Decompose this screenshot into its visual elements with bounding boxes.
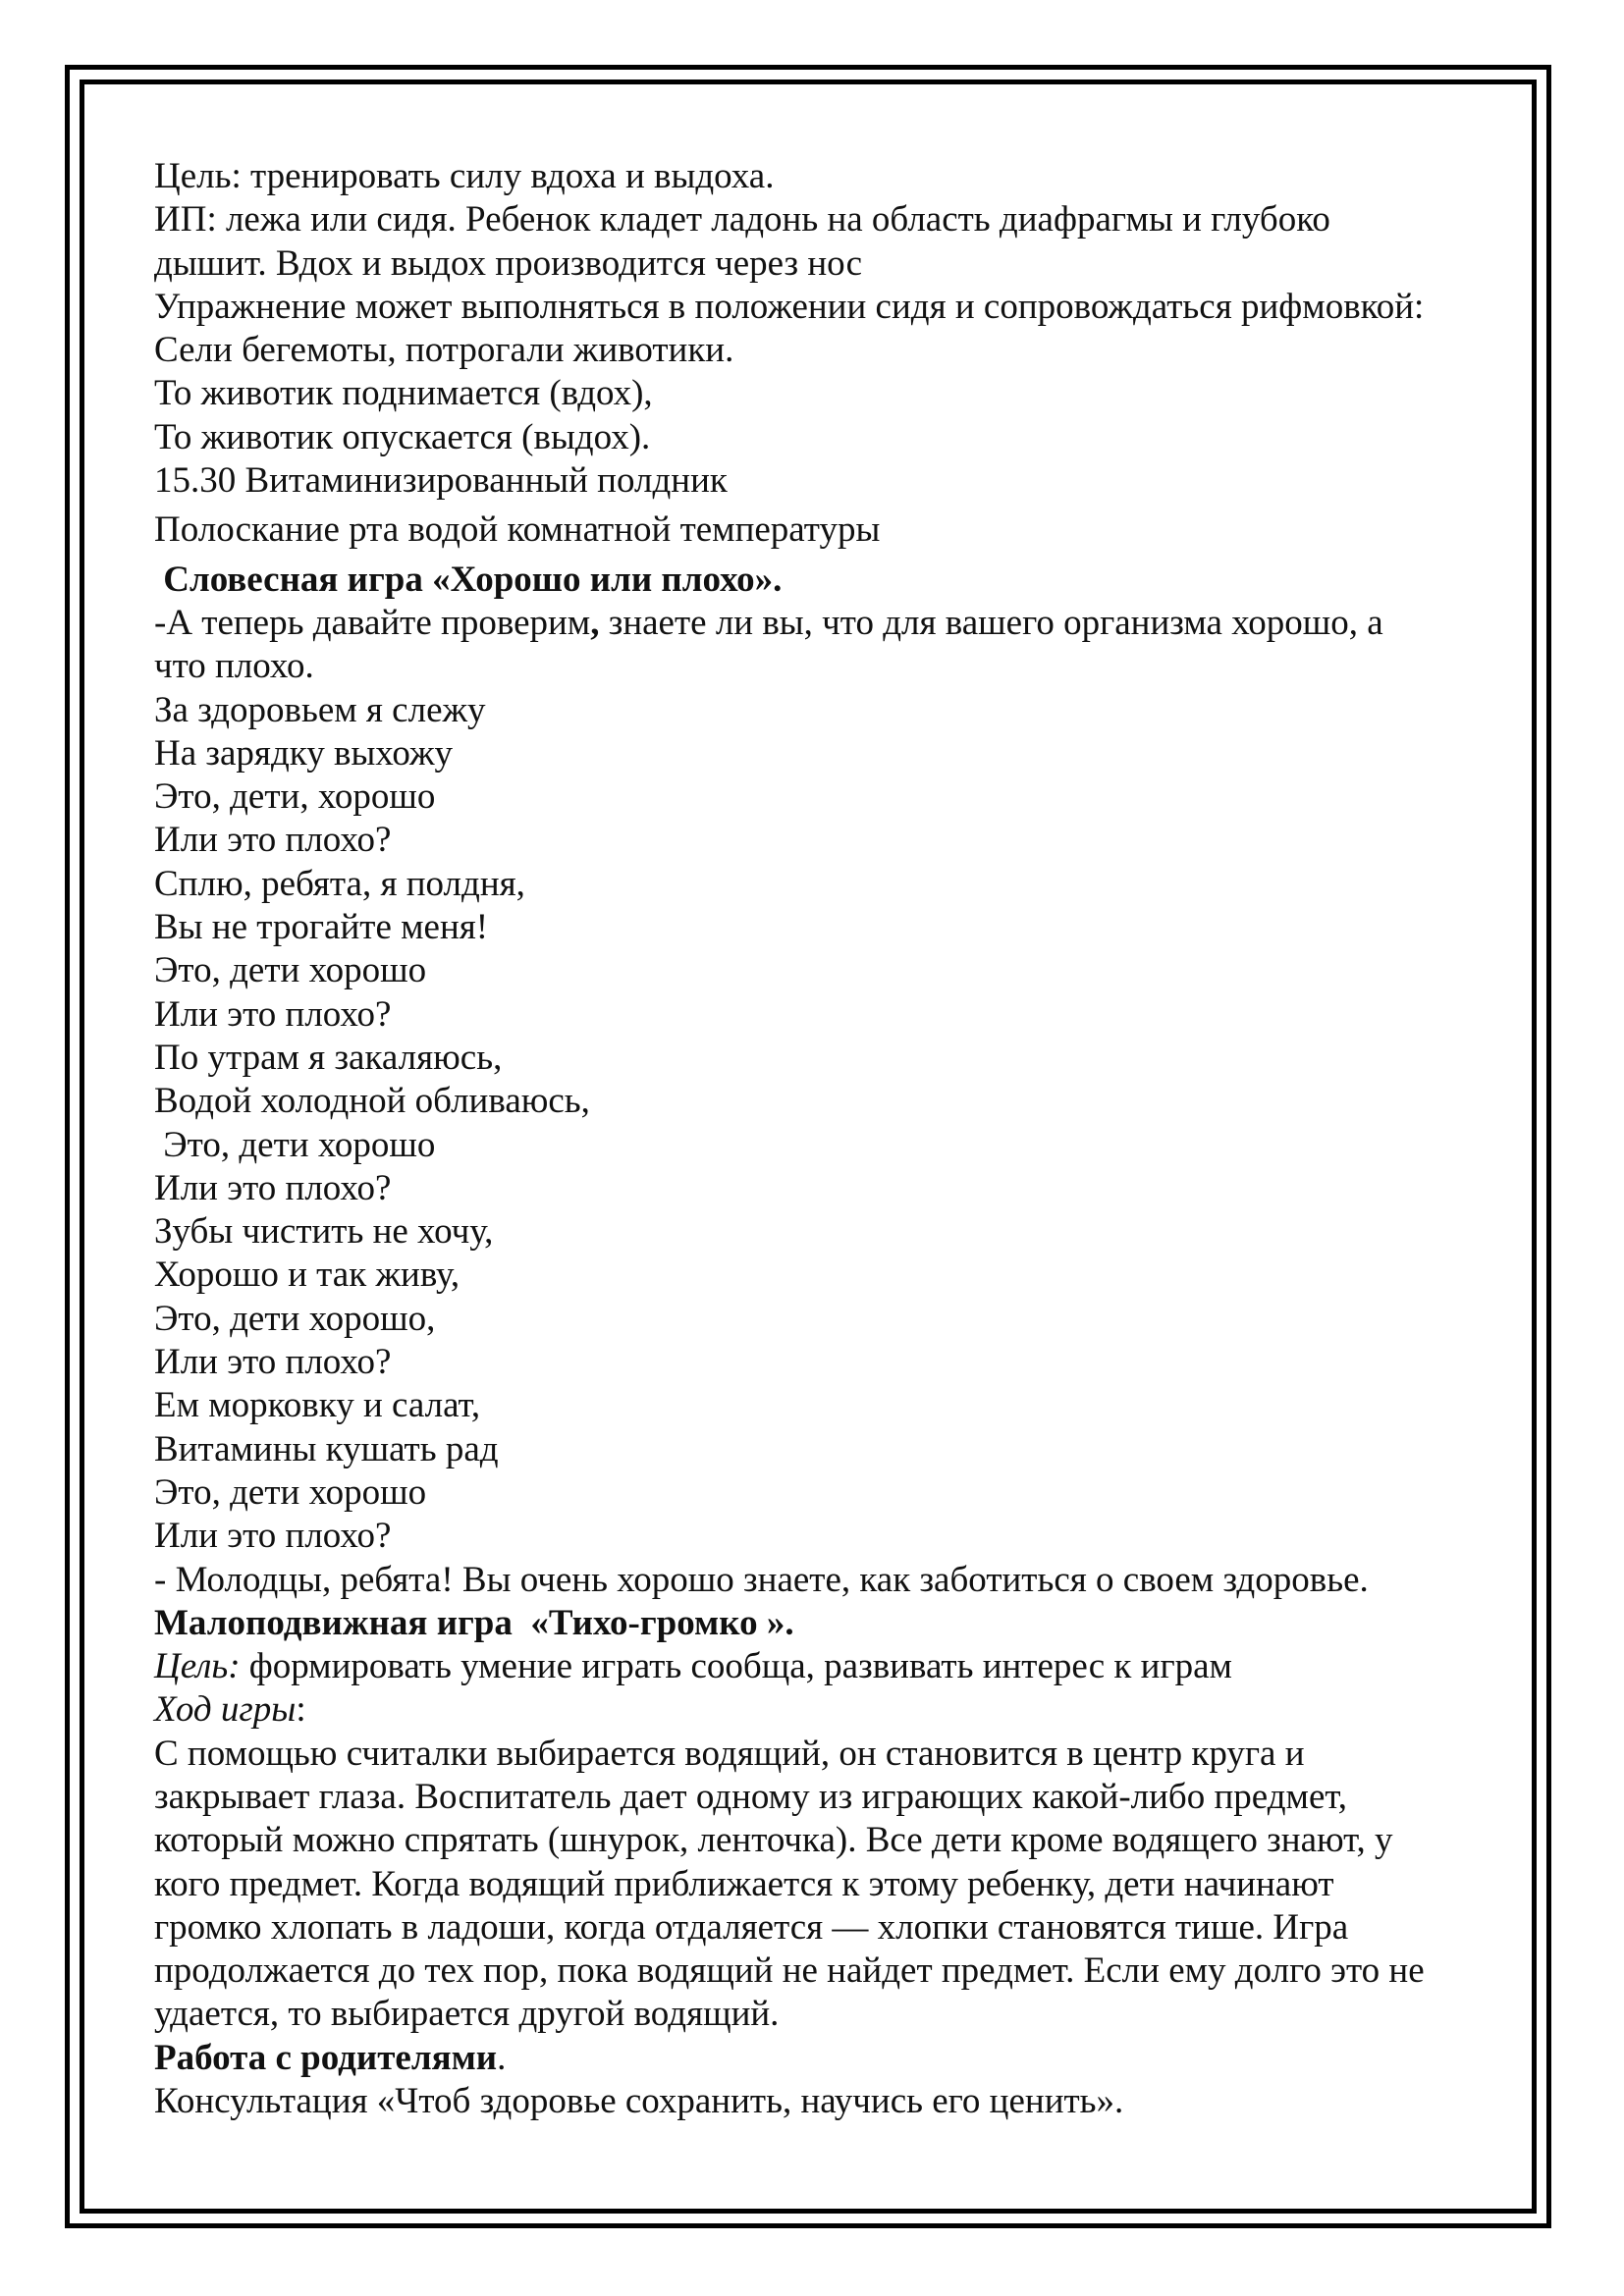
text-segment: что плохо. — [154, 646, 314, 687]
text-line — [154, 1167, 1509, 1210]
text-line — [154, 1515, 1509, 1558]
text-line — [154, 1949, 1509, 1993]
text-line — [154, 1254, 1509, 1297]
document-body — [154, 155, 1509, 2123]
text-line — [154, 775, 1509, 819]
text-segment: Это, дети хорошо — [154, 950, 427, 991]
text-segment: Водой холодной обливаюсь, — [154, 1081, 590, 1122]
text-segment: Малоподвижная игра «Тихо-громко ». — [154, 1602, 794, 1643]
text-segment: : — [296, 1689, 306, 1731]
text-segment: То животик опускается (выдох). — [154, 416, 651, 457]
text-segment: знаете ли вы, что для вашего организма хорошо, а — [599, 602, 1383, 643]
text-line — [154, 1080, 1509, 1123]
text-segment: Или это плохо? — [154, 1342, 392, 1383]
text-line — [154, 1993, 1509, 2036]
text-segment: Сели бегемоты, потрогали животики. — [154, 330, 734, 371]
text-line — [154, 1688, 1509, 1732]
text-line — [154, 1298, 1509, 1341]
text-line — [154, 1602, 1509, 1645]
text-line — [154, 1341, 1509, 1384]
text-segment: Вы не трогайте меня! — [154, 907, 489, 948]
text-line — [154, 1124, 1509, 1167]
text-segment: Словесная игра «Хорошо или плохо». — [154, 559, 783, 600]
text-segment: громко хлопать в ладоши, когда отдаляется — хлопки становятся тише. Игра — [154, 1906, 1349, 1948]
text-segment: . — [497, 2037, 507, 2078]
text-line — [154, 1863, 1509, 1906]
text-segment: Полоскание рта водой комнатной температуры — [154, 509, 881, 551]
text-line — [154, 645, 1509, 688]
text-line — [154, 906, 1509, 949]
text-segment: Зубы чистить не хочу, — [154, 1211, 494, 1253]
text-line — [154, 993, 1509, 1037]
text-segment: Это, дети хорошо — [154, 1124, 436, 1165]
text-segment: Это, дети, хорошо — [154, 776, 436, 818]
text-segment: удается, то выбирается другой водящий. — [154, 1994, 780, 2035]
text-segment: Это, дети хорошо — [154, 1471, 427, 1513]
text-line — [154, 602, 1509, 645]
text-line — [154, 242, 1509, 286]
text-segment: Консультация «Чтоб здоровье сохранить, научись его ценить». — [154, 2081, 1124, 2122]
text-line — [154, 416, 1509, 459]
text-line — [154, 1471, 1509, 1515]
text-line — [154, 459, 1509, 503]
text-segment: Цель: — [154, 1646, 241, 1687]
text-line — [154, 1210, 1509, 1254]
text-segment: По утрам я закаляюсь, — [154, 1037, 503, 1078]
text-line — [154, 732, 1509, 775]
text-segment: Или это плохо? — [154, 820, 392, 861]
text-line — [154, 2080, 1509, 2123]
text-line — [154, 863, 1509, 906]
text-segment: Или это плохо? — [154, 993, 392, 1035]
text-segment: Или это плохо? — [154, 1167, 392, 1208]
text-segment: 15.30 Витаминизированный полдник — [154, 460, 728, 502]
text-line — [154, 819, 1509, 862]
text-segment: Это, дети хорошо, — [154, 1298, 436, 1339]
text-segment: продолжается до тех пор, пока водящий не найдет предмет. Если ему долго это не — [154, 1950, 1425, 1992]
text-line — [154, 1037, 1509, 1080]
text-segment: , — [590, 602, 600, 643]
text-line — [154, 1906, 1509, 1949]
text-line — [154, 155, 1509, 198]
text-segment: С помощью считалки выбирается водящий, он становится в центр круга и — [154, 1733, 1305, 1774]
text-segment: Ход игры — [154, 1689, 297, 1731]
text-segment: закрывает глаза. Воспитатель дает одному из играющих какой-либо предмет, — [154, 1776, 1348, 1817]
text-line — [154, 198, 1509, 241]
text-line — [154, 286, 1509, 329]
text-segment: Хорошо и так живу, — [154, 1255, 460, 1296]
text-segment: Сплю, ребята, я полдня, — [154, 863, 525, 904]
text-segment: Цель: тренировать силу вдоха и выдоха. — [154, 156, 775, 196]
text-segment: Ем морковку и салат, — [154, 1385, 481, 1426]
text-segment: За здоровьем я слежу — [154, 689, 486, 730]
text-segment: кого предмет. Когда водящий приближается к этому ребенку, дети начинают — [154, 1863, 1334, 1904]
text-segment: ИП: лежа или сидя. Ребенок кладет ладонь на область диафрагмы и глубоко — [154, 199, 1330, 240]
text-line — [154, 1384, 1509, 1427]
text-line — [154, 949, 1509, 992]
text-line — [154, 372, 1509, 415]
text-line — [154, 1819, 1509, 1862]
text-line — [154, 559, 1509, 602]
text-segment: -А теперь давайте проверим — [154, 602, 591, 643]
text-line — [154, 1428, 1509, 1471]
text-segment: - Молодцы, ребята! Вы очень хорошо знаете, как заботиться о своем здоровье. — [154, 1559, 1369, 1600]
text-segment: Работа с родителями — [154, 2037, 498, 2078]
text-segment: Упражнение может выполняться в положении сидя и сопровождаться рифмовкой: — [154, 286, 1425, 327]
text-segment: На зарядку выхожу — [154, 732, 454, 774]
text-segment: Витамины кушать рад — [154, 1428, 499, 1469]
text-segment: То животик поднимается (вдох), — [154, 373, 653, 414]
text-line — [154, 2037, 1509, 2080]
text-segment: который можно спрятать (шнурок, ленточка). Все дети кроме водящего знают, у — [154, 1820, 1393, 1861]
text-line — [154, 689, 1509, 732]
text-line — [154, 329, 1509, 372]
text-line — [154, 1776, 1509, 1819]
text-segment: дышит. Вдох и выдох производится через нос — [154, 242, 863, 284]
text-line — [154, 1559, 1509, 1602]
text-segment: формировать умение играть сообща, развивать интерес к играм — [240, 1646, 1232, 1687]
text-line — [154, 1733, 1509, 1776]
text-line — [154, 508, 1509, 552]
text-segment: Или это плохо? — [154, 1516, 392, 1557]
text-line — [154, 1645, 1509, 1688]
